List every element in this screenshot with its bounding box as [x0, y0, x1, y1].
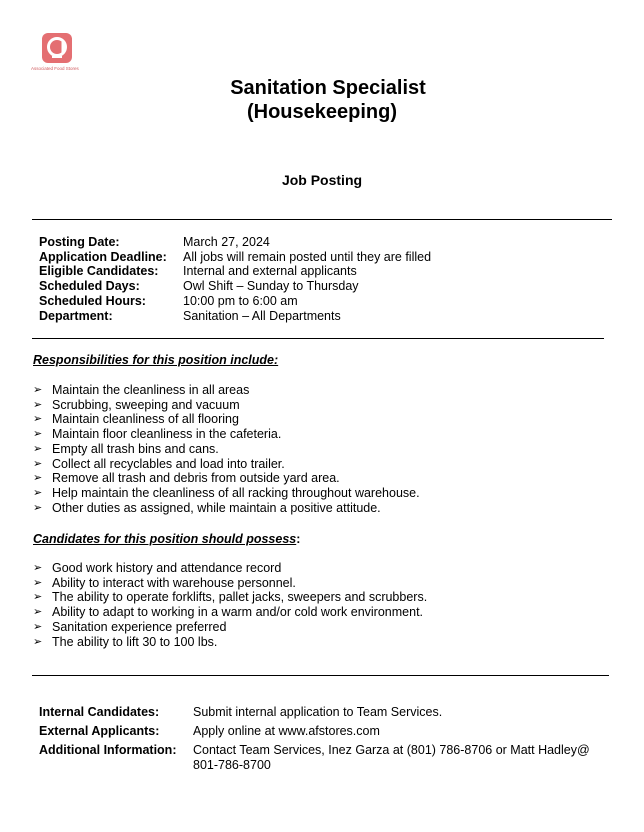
responsibilities-heading: Responsibilities for this position include:	[33, 353, 279, 367]
arrow-bullet-icon: ➢	[33, 486, 43, 499]
info-label: Additional Information:	[39, 743, 177, 757]
divider-details	[32, 338, 604, 339]
arrow-bullet-icon: ➢	[33, 442, 43, 455]
qualifications-list	[33, 561, 427, 649]
job-posting-subtitle: Job Posting	[281, 172, 363, 188]
detail-label: Eligible Candidates:	[39, 264, 159, 279]
arrow-bullet-icon: ➢	[33, 398, 43, 411]
list-item: ➢ Collect all recyclables and load into trailer.	[33, 456, 285, 471]
detail-label: Scheduled Days:	[39, 279, 140, 294]
application-info	[39, 703, 613, 773]
detail-value: Owl Shift – Sunday to Thursday	[183, 279, 359, 294]
detail-label: Application Deadline:	[39, 249, 167, 264]
arrow-bullet-icon: ➢	[33, 457, 43, 470]
list-item: ➢ Remove all trash and debris from outside yard area.	[33, 471, 340, 486]
arrow-bullet-icon: ➢	[33, 428, 43, 441]
detail-row	[39, 235, 431, 250]
arrow-bullet-icon: ➢	[33, 413, 43, 426]
detail-value: March 27, 2024	[183, 235, 270, 249]
company-logo	[42, 33, 72, 63]
logo-caption: Associated Food Stores	[31, 66, 79, 71]
detail-row	[39, 309, 431, 324]
arrow-bullet-icon: ➢	[33, 606, 43, 619]
detail-row	[39, 279, 431, 294]
list-item: ➢ Empty all trash bins and cans.	[33, 441, 219, 456]
page-title	[0, 76, 644, 124]
arrow-bullet-icon: ➢	[33, 472, 43, 485]
detail-row	[39, 264, 431, 279]
info-row	[39, 722, 613, 741]
detail-label: Department:	[39, 308, 113, 323]
list-item: ➢ Ability to interact with warehouse personnel.	[33, 575, 296, 590]
responsibilities-list	[33, 383, 420, 515]
info-value: Contact Team Services, Inez Garza at (801) 786-8706 or Matt Hadley@ 801-786-8700	[193, 743, 590, 772]
detail-label: Posting Date:	[39, 235, 120, 249]
detail-row	[39, 250, 431, 265]
title-line-2: (Housekeeping)	[246, 101, 398, 123]
detail-label: Scheduled Hours:	[39, 293, 146, 308]
list-item: ➢ Ability to adapt to working in a warm and/or cold work environment.	[33, 605, 424, 620]
info-value: Submit internal application to Team Services.	[193, 705, 443, 719]
list-item: ➢ Scrubbing, sweeping and vacuum	[33, 397, 240, 412]
detail-value: Internal and external applicants	[183, 264, 357, 279]
qualifications-heading: Candidates for this position should possess:	[33, 532, 301, 546]
arrow-bullet-icon: ➢	[33, 635, 43, 648]
list-item: ➢ Maintain the cleanliness in all areas	[33, 383, 250, 397]
list-item: ➢ The ability to lift 30 to 100 lbs.	[33, 634, 218, 649]
arrow-bullet-icon: ➢	[33, 384, 43, 396]
info-label: Internal Candidates:	[39, 705, 160, 719]
arrow-bullet-icon: ➢	[33, 562, 43, 574]
arrow-bullet-icon: ➢	[33, 591, 43, 604]
arrow-bullet-icon: ➢	[33, 576, 43, 589]
list-item: ➢ Maintain floor cleanliness in the cafeteria.	[33, 427, 282, 442]
detail-value: 10:00 pm to 6:00 am	[183, 293, 298, 308]
info-label: External Applicants:	[39, 724, 160, 738]
divider-bottom	[32, 675, 609, 676]
info-row	[39, 741, 613, 773]
arrow-bullet-icon: ➢	[33, 620, 43, 633]
list-item: ➢ Other duties as assigned, while maintain a positive attitude.	[33, 500, 381, 515]
list-item: ➢ The ability to operate forklifts, pallet jacks, sweepers and scrubbers.	[33, 590, 428, 605]
info-value: Apply online at www.afstores.com	[193, 724, 380, 738]
title-line-1: Sanitation Specialist	[230, 77, 426, 99]
list-item: ➢ Maintain cleanliness of all flooring	[33, 412, 239, 427]
detail-value: Sanitation – All Departments	[183, 308, 341, 323]
list-item: ➢ Good work history and attendance record	[33, 561, 282, 575]
divider-top	[32, 219, 612, 220]
list-item: ➢ Help maintain the cleanliness of all racking throughout warehouse.	[33, 485, 420, 500]
info-row	[39, 703, 613, 722]
posting-details	[39, 235, 431, 323]
detail-row	[39, 294, 431, 309]
arrow-bullet-icon: ➢	[33, 501, 43, 514]
list-item: ➢ Sanitation experience preferred	[33, 619, 227, 634]
detail-value: All jobs will remain posted until they are filled	[183, 249, 432, 264]
af-logo-icon	[42, 33, 72, 63]
